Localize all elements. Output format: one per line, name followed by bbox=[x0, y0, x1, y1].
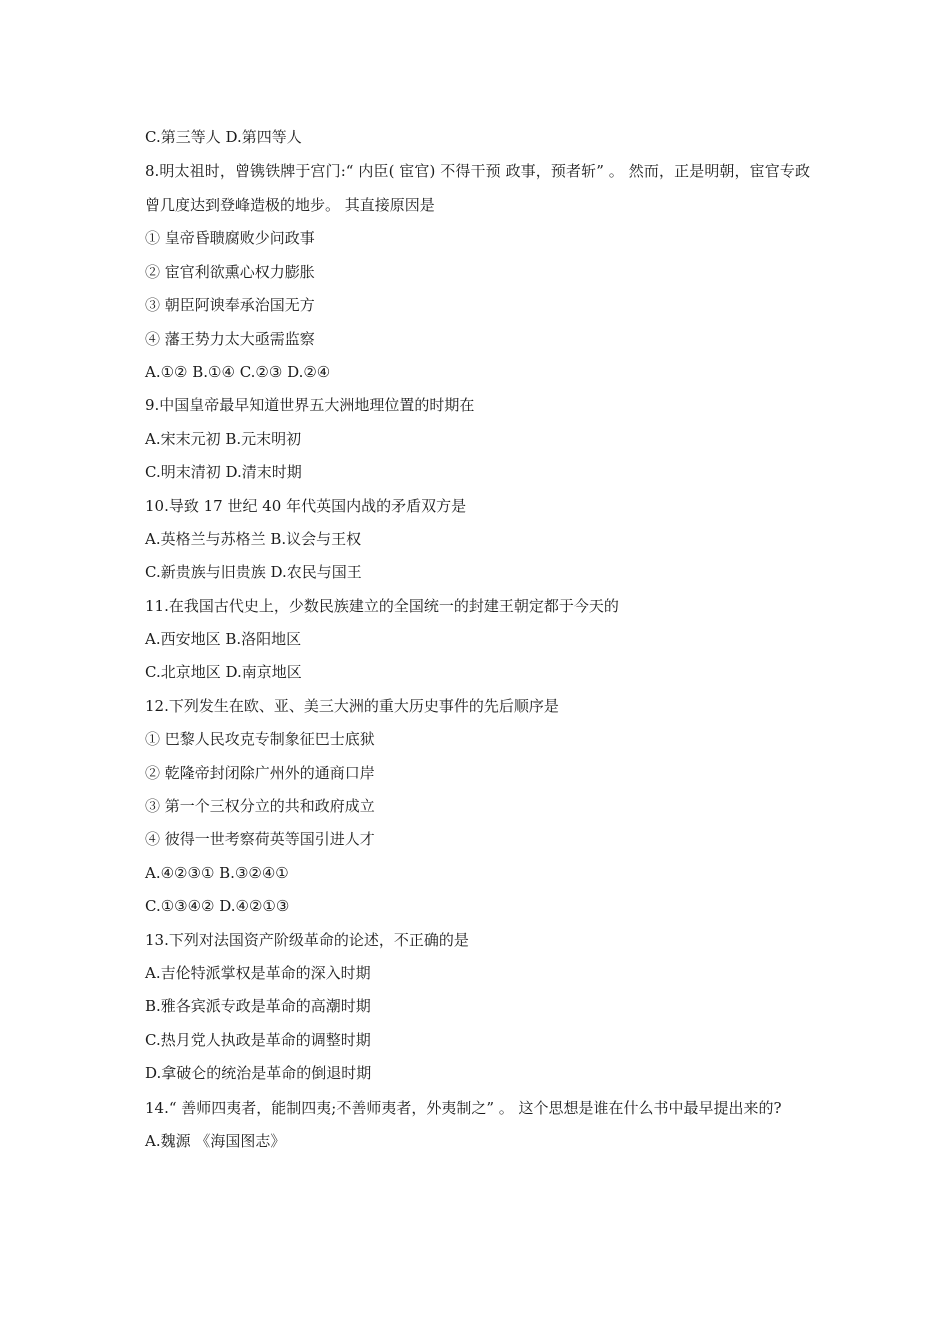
q12-options-ab: A.④②③① B.③②④① bbox=[145, 863, 289, 882]
q12-item-3: ③ 第一个三权分立的共和政府成立 bbox=[145, 797, 375, 816]
q13-option-b: B.雅各宾派专政是革命的高潮时期 bbox=[145, 997, 371, 1016]
q8-item-2: ② 宦官利欲熏心权力膨胀 bbox=[145, 262, 315, 281]
q10-options-ab: A.英格兰与苏格兰 B.议会与王权 bbox=[145, 529, 362, 548]
question-11 bbox=[145, 590, 810, 690]
q8-stem: 8.明太祖时，曾镌铁牌于宫门:“ 内臣( 宦官) 不得干预 政事，预者斩” 。 然而，正是明朝，宦官专政曾几度达到登峰造极的地步。 其直接原因是 bbox=[145, 162, 810, 215]
q8-item-4: ④ 藩王势力太大亟需监察 bbox=[145, 329, 315, 348]
q13-option-d: D.拿破仑的统治是革命的倒退时期 bbox=[145, 1064, 372, 1083]
question-9 bbox=[145, 389, 810, 489]
q10-stem: 10.导致 17 世纪 40 年代英国内战的矛盾双方是 bbox=[145, 496, 467, 515]
question-13 bbox=[145, 924, 810, 1091]
q8-item-1: ① 皇帝昏聩腐败少问政事 bbox=[145, 229, 315, 248]
q9-stem: 9.中国皇帝最早知道世界五大洲地理位置的时期在 bbox=[145, 396, 475, 415]
q12-item-4: ④ 彼得一世考察荷英等国引进人才 bbox=[145, 830, 375, 849]
q9-options-ab: A.宋末元初 B.元末明初 bbox=[145, 429, 302, 448]
q9-options-cd: C.明末清初 D.清末时期 bbox=[145, 463, 302, 482]
q12-stem: 12.下列发生在欧、亚、美三大洲的重大历史事件的先后顺序是 bbox=[145, 696, 559, 715]
q14-option-a: A.魏源 《海国图志》 bbox=[145, 1131, 286, 1150]
question-7-tail bbox=[145, 121, 810, 154]
q11-stem: 11.在我国古代史上，少数民族建立的全国统一的封建王朝定都于今天的 bbox=[145, 596, 619, 615]
q10-options-cd: C.新贵族与旧贵族 D.农民与国王 bbox=[145, 563, 362, 582]
question-14 bbox=[145, 1091, 810, 1158]
q12-item-2: ② 乾隆帝封闭除广州外的通商口岸 bbox=[145, 763, 375, 782]
question-content bbox=[145, 121, 810, 1158]
q12-options-cd: C.①③④② D.④②①③ bbox=[145, 897, 290, 916]
question-8 bbox=[145, 154, 810, 389]
q13-stem: 13.下列对法国资产阶级革命的论述，不正确的是 bbox=[145, 930, 469, 949]
q13-option-c: C.热月党人执政是革命的调整时期 bbox=[145, 1030, 371, 1049]
q8-options: A.①② B.①④ C.②③ D.②④ bbox=[145, 362, 331, 381]
question-10 bbox=[145, 490, 810, 590]
q13-option-a: A.吉伦特派掌权是革命的深入时期 bbox=[145, 963, 371, 982]
q14-stem: 14.“ 善师四夷者，能制四夷;不善师夷者，外夷制之” 。 这个思想是谁在什么书中最早提出来的? bbox=[145, 1098, 782, 1117]
question-12 bbox=[145, 690, 810, 924]
q11-options-cd: C.北京地区 D.南京地区 bbox=[145, 663, 302, 682]
q8-item-3: ③ 朝臣阿谀奉承治国无方 bbox=[145, 296, 315, 315]
q11-options-ab: A.西安地区 B.洛阳地区 bbox=[145, 630, 302, 649]
q7-options-cd: C.第三等人 D.第四等人 bbox=[145, 128, 302, 146]
q12-item-1: ① 巴黎人民攻克专制象征巴士底狱 bbox=[145, 730, 375, 749]
